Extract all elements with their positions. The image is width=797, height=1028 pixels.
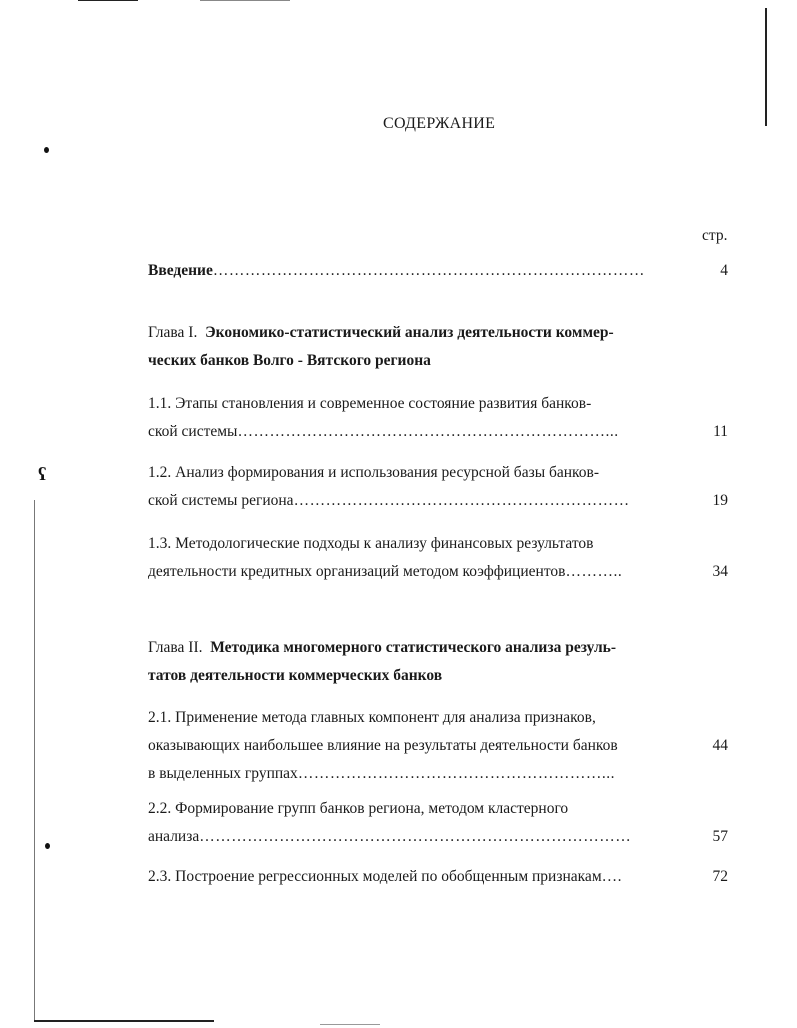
scan-edge-right bbox=[765, 8, 767, 126]
toc-entry-text: ской системы региона bbox=[148, 492, 294, 509]
toc-entry-line: 1.2. Анализ формирования и использования ресурсной базы банков- bbox=[148, 464, 600, 481]
toc-entry-line: 1.3. Методологические подходы к анализу финансовых результатов bbox=[148, 535, 594, 552]
chapter-prefix: Глава I. bbox=[148, 324, 198, 341]
leader-dots: ……………………………………………………… bbox=[293, 492, 630, 509]
page-number: 11 bbox=[713, 423, 728, 440]
toc-entry-line bbox=[148, 418, 658, 446]
toc-entry-line: оказывающих наибольшее влияние на результаты деятельности банков bbox=[148, 737, 618, 754]
page-number: 44 bbox=[712, 737, 728, 754]
toc-entry-line bbox=[148, 863, 658, 891]
toc-entry-intro bbox=[148, 257, 658, 285]
leader-dots: ……………………………………………………………………… bbox=[212, 262, 645, 279]
chapter-heading bbox=[148, 634, 616, 662]
leader-dots: ……………………………………………………………………… bbox=[199, 828, 632, 845]
page-column-label: стр. bbox=[702, 227, 728, 244]
chapter-prefix: Глава II. bbox=[148, 639, 203, 656]
toc-entry-line bbox=[148, 487, 658, 515]
toc-entry-line bbox=[148, 558, 658, 586]
scan-edge-bottom-2 bbox=[320, 1024, 380, 1025]
scan-speck bbox=[44, 147, 49, 153]
leader-dots: …………………………………………………... bbox=[297, 765, 615, 782]
leader-dots: ……………………………………………………………... bbox=[237, 423, 619, 440]
scan-edge-top bbox=[78, 0, 138, 1]
scan-squiggle: ʕ bbox=[38, 464, 46, 484]
toc-entry-line: 1.1. Этапы становления и современное состояние развития банков- bbox=[148, 395, 592, 412]
page-title: СОДЕРЖАНИЕ bbox=[383, 115, 496, 132]
page-number: 72 bbox=[712, 868, 728, 885]
toc-entry-text: деятельности кредитных организаций методом коэффициентов bbox=[148, 563, 566, 580]
toc-entry-text: в выделенных группах bbox=[148, 765, 298, 782]
page-number: 19 bbox=[712, 492, 728, 509]
chapter-heading bbox=[148, 319, 614, 347]
leader-dots: ……….. bbox=[565, 563, 623, 580]
toc-entry-line: 2.2. Формирование групп банков региона, методом кластерного bbox=[148, 800, 569, 817]
page-number: 57 bbox=[712, 828, 728, 845]
toc-entry-line: 2.1. Применение метода главных компонент для анализа признаков, bbox=[148, 709, 596, 726]
leader-dots: …. bbox=[601, 868, 622, 885]
page-number: 34 bbox=[712, 563, 728, 580]
chapter-title: Экономико-статистический анализ деятельности коммер- bbox=[205, 324, 614, 341]
toc-entry-label: Введение bbox=[148, 262, 213, 279]
toc-entry-text: ской системы bbox=[148, 423, 238, 440]
chapter-title-cont: татов деятельности коммерческих банков bbox=[148, 667, 443, 684]
toc-entry-text: 2.3. Построение регрессионных моделей по обобщенным признакам bbox=[148, 868, 602, 885]
toc-entry-line bbox=[148, 760, 658, 788]
chapter-title-cont: ческих банков Волго - Вятского региона bbox=[148, 352, 431, 369]
page-number: 4 bbox=[720, 262, 728, 279]
scan-edge-left bbox=[34, 500, 35, 1020]
toc-entry-text: анализа bbox=[148, 828, 200, 845]
chapter-title: Методика многомерного статистического анализа резуль- bbox=[210, 639, 617, 656]
scan-edge-top-2 bbox=[200, 0, 290, 1]
scan-edge-bottom bbox=[34, 1020, 214, 1022]
scan-speck bbox=[45, 843, 50, 849]
toc-entry-line bbox=[148, 823, 658, 851]
